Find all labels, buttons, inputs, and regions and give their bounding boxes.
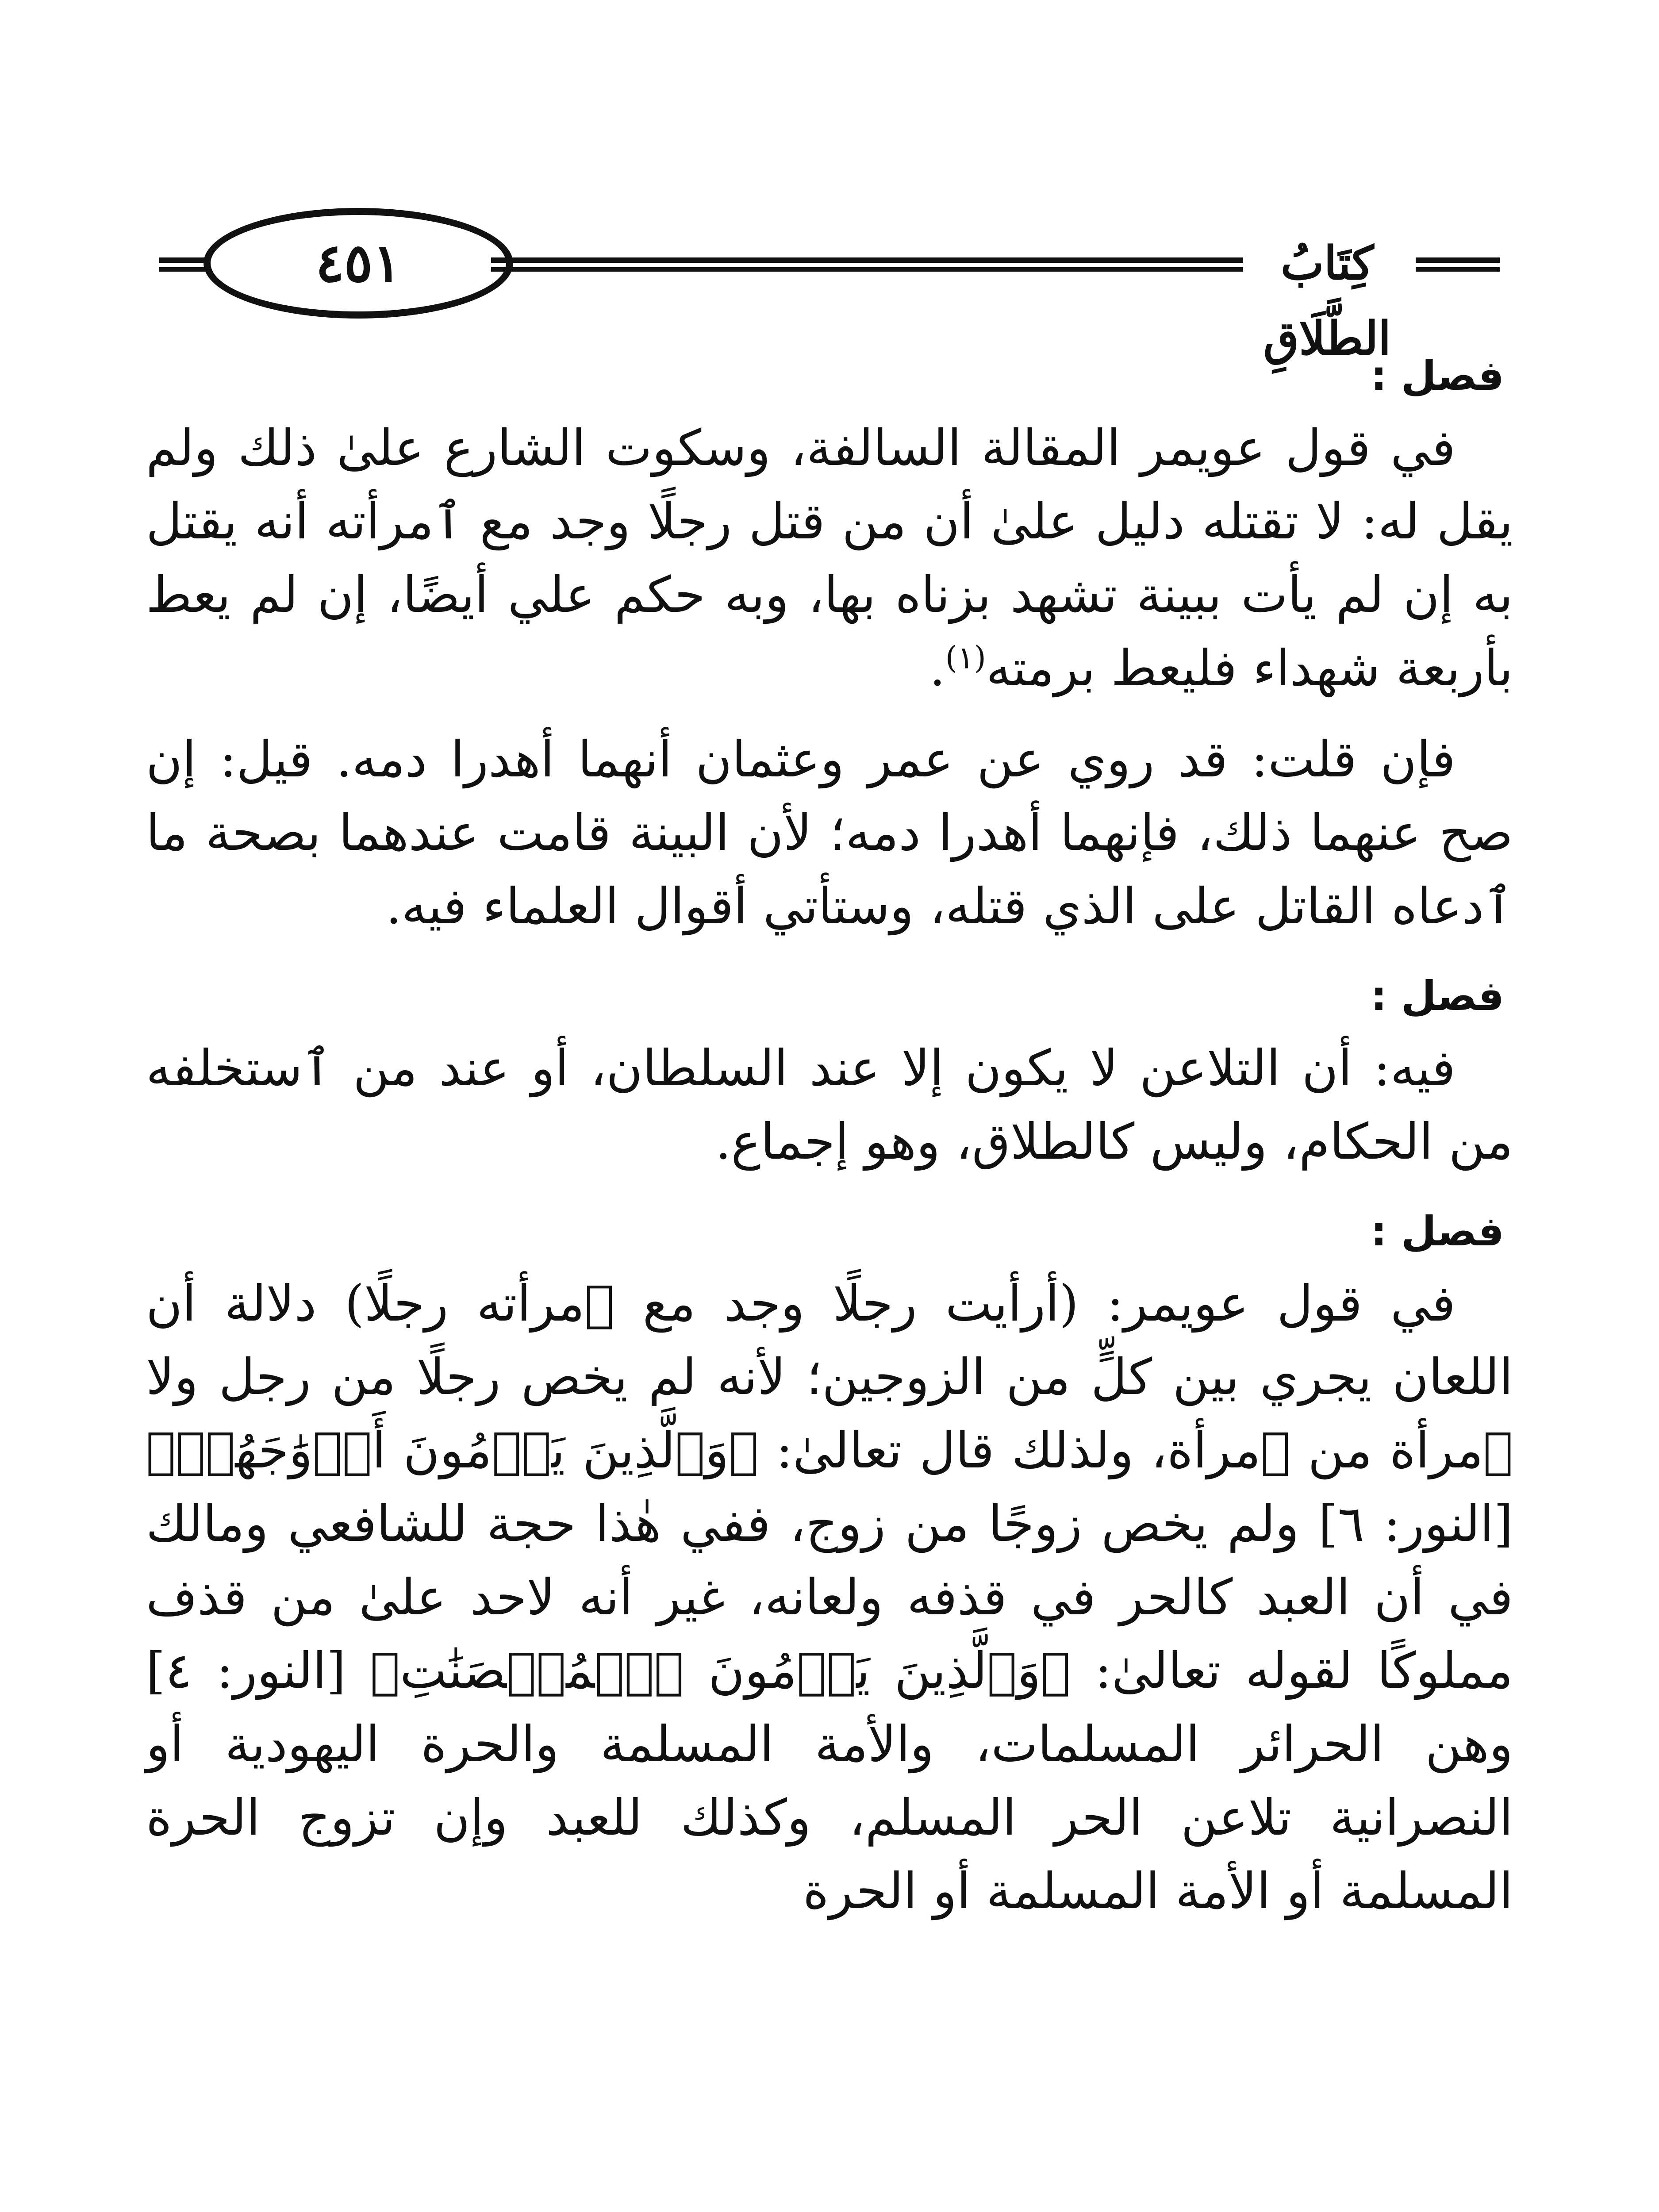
section-heading: فصل : [1371, 972, 1504, 1020]
running-title: كِتَابُ الطَّلَاقِ [1263, 236, 1391, 365]
paragraph [146, 1032, 1513, 1179]
paragraph-text: في قول عويمر: (أرأيت رجلًا وجد مع ٱمرأته رجلًا) دلالة أن اللعان يجري بين كلٍّ من الزوجين؛ لأنه لم يخص رجلًا من رجل ولا ٱمرأة من ٱمرأة، ولذلك قال تعالىٰ: ﴿وَٱلَّذِينَ يَرۡمُونَ أَزۡوَٰجَهُمۡ﴾ [النور: ٦] ولم يخص زوجًا من زوج، ففي هٰذا حجة للشافعي ومالك في أن العبد كالحر في قذفه ولعانه، غير أنه لاحد علىٰ من قذف مملوكًا لقوله تعالىٰ: ﴿وَٱلَّذِينَ يَرۡمُونَ ٱلۡمُحۡصَنَٰتِ﴾ [النور: ٤] وهن الحرائر المسلمات، والأمة المسلمة والحرة اليهودية أو النصرانية تلاعن الحر المسلم، وكذلك للعبد وإن تزوج الحرة المسلمة أو الأمة المسلمة أو الحرة [146, 1275, 1513, 1920]
section-heading: فصل : [1371, 1208, 1504, 1255]
page-header [146, 208, 1513, 365]
header-rule-middle [491, 257, 1243, 273]
paragraph-text: فيه: أن التلاعن لا يكون إلا عند السلطان، أو عند من ٱستخلفه من الحكام، وليس كالطلاق، وهو إجماع. [146, 1040, 1513, 1171]
paragraph-text: فإن قلت: قد روي عن عمر وعثمان أنهما أهدرا دمه. قيل: إن صح عنهما ذلك، فإنهما أهدرا دمه؛ لأن البينة قامت عندهما بصحة ما ٱدعاه القاتل على الذي قتله، وستأتي أقوال العلماء فيه. [146, 731, 1513, 935]
main-text [146, 341, 1513, 1946]
paragraph-text: في قول عويمر المقالة السالفة، وسكوت الشارع علىٰ ذلك ولم يقل له: لا تقتله دليل علىٰ أن من قتل رجلًا وجد مع ٱمرأته أنه يقتل به إن لم يأت ببينة تشهد بزناه بها، وبه حكم علي أيضًا، إن لم يعط بأربعة شهداء فليعط برمته [146, 419, 1513, 697]
page-number: ٤٥١ [315, 232, 401, 294]
paragraph [146, 1267, 1513, 1928]
footnote-reference[interactable]: (١) [945, 639, 986, 676]
section-heading: فصل : [1371, 352, 1504, 399]
paragraph-tail: . [929, 640, 945, 697]
paragraph [146, 411, 1513, 705]
paragraph [146, 723, 1513, 943]
header-rule-right [1416, 257, 1500, 273]
